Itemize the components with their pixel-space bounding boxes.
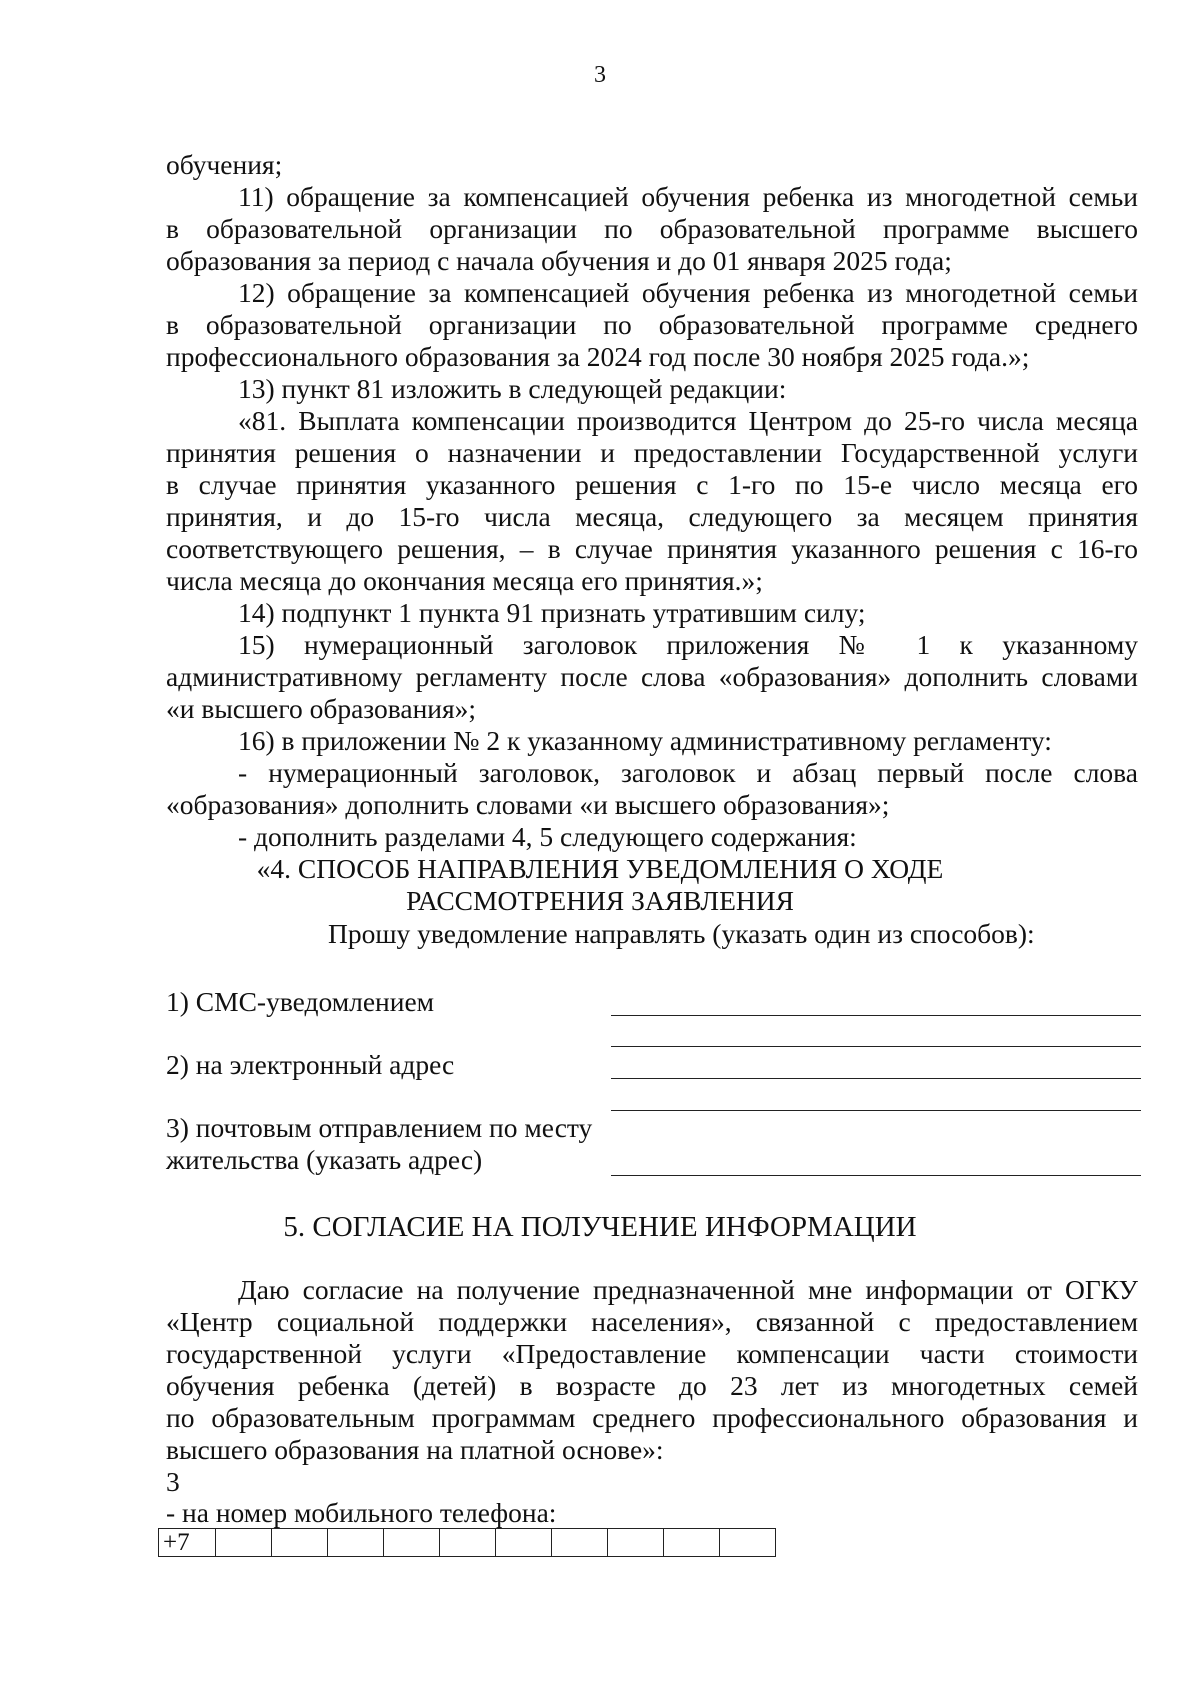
phone-digit-cell[interactable]	[496, 1529, 552, 1557]
phone-prefix-cell: +7	[159, 1529, 216, 1557]
phone-label: - на номер мобильного телефона:	[166, 1497, 557, 1528]
phone-number-grid	[158, 1528, 776, 1557]
text-line: в образовательной организации по образовательной программе высшего	[166, 213, 1138, 244]
text-line: высшего образования на платной основе»:	[166, 1434, 664, 1465]
text-line: «образования» дополнить словами «и высшего образования»;	[166, 789, 890, 820]
fill-line[interactable]	[611, 1110, 1141, 1111]
text-line: числа месяца до окончания месяца его принятия.»;	[166, 565, 763, 596]
text-line: «81. Выплата компенсации производится Центром до 25-го числа месяца	[238, 405, 1138, 436]
address-fill-line[interactable]	[611, 1175, 1141, 1176]
text-line: в случае принятия указанного решения с 1-го по 15-е число месяца его	[166, 469, 1138, 500]
text-line: образования за период с начала обучения и до 01 января 2025 года;	[166, 245, 952, 276]
phone-digit-cell[interactable]	[608, 1529, 664, 1557]
text-line: государственной услуги «Предоставление компенсации части стоимости	[166, 1338, 1138, 1369]
fill-line[interactable]	[611, 1046, 1141, 1047]
section-4-title-line-2: РАССМОТРЕНИЯ ЗАЯВЛЕНИЯ	[406, 885, 794, 916]
text-line: по образовательным программам среднего профессионального образования и	[166, 1402, 1138, 1433]
sms-fill-line[interactable]	[611, 1015, 1141, 1016]
option-post-label: 3) почтовым отправлением по месту	[166, 1112, 593, 1143]
text-line: 16) в приложении № 2 к указанному административному регламенту:	[238, 725, 1052, 756]
stray-number: 3	[166, 1466, 180, 1497]
text-line: 13) пункт 81 изложить в следующей редакции:	[238, 373, 787, 404]
phone-digit-cell[interactable]	[440, 1529, 496, 1557]
text-line: «и высшего образования»;	[166, 693, 477, 724]
phone-digit-cell[interactable]	[272, 1529, 328, 1557]
text-line: обучения ребенка (детей) в возрасте до 23 лет из многодетных семей	[166, 1370, 1138, 1401]
section-5-title: 5. СОГЛАСИЕ НА ПОЛУЧЕНИЕ ИНФОРМАЦИИ	[283, 1211, 917, 1243]
text-line: - нумерационный заголовок, заголовок и абзац первый после слова	[238, 757, 1138, 788]
phone-digit-cell[interactable]	[328, 1529, 384, 1557]
text-line: принятия решения о назначении и предоставлении Государственной услуги	[166, 437, 1138, 468]
phone-digit-cell[interactable]	[552, 1529, 608, 1557]
text-line: административному регламенту после слова «образования» дополнить словами	[166, 661, 1138, 692]
text-line: 12) обращение за компенсацией обучения ребенка из многодетной семьи	[238, 277, 1138, 308]
text-line: обучения;	[166, 149, 283, 180]
text-line: в образовательной организации по образовательной программе среднего	[166, 309, 1138, 340]
text-line: 14) подпункт 1 пункта 91 признать утратившим силу;	[238, 597, 866, 628]
phone-digit-cell[interactable]	[384, 1529, 440, 1557]
phone-digit-cell[interactable]	[720, 1529, 776, 1557]
phone-digit-cell[interactable]	[664, 1529, 720, 1557]
text-line: «Центр социальной поддержки населения», связанной с предоставлением	[166, 1306, 1138, 1337]
text-line: 15) нумерационный заголовок приложения № 1 к указанному	[238, 629, 1138, 660]
text-line: - дополнить разделами 4, 5 следующего содержания:	[238, 821, 857, 852]
option-email-label: 2) на электронный адрес	[166, 1049, 455, 1080]
section-4-subtitle: Прошу уведомление направлять (указать один из способов):	[328, 918, 1035, 949]
option-sms-label: 1) СМС-уведомлением	[166, 986, 435, 1017]
page-number: 3	[594, 62, 606, 88]
text-line: профессионального образования за 2024 год после 30 ноября 2025 года.»;	[166, 341, 1030, 372]
text-line: принятия, и до 15-го числа месяца, следующего за месяцем принятия	[166, 501, 1138, 532]
section-4-title-line-1: «4. СПОСОБ НАПРАВЛЕНИЯ УВЕДОМЛЕНИЯ О ХОДЕ	[256, 853, 944, 884]
email-fill-line[interactable]	[611, 1078, 1141, 1079]
text-line: соответствующего решения, – в случае принятия указанного решения с 16-го	[166, 533, 1138, 564]
phone-digit-cell[interactable]	[216, 1529, 272, 1557]
option-post-label-cont: жительства (указать адрес)	[166, 1144, 483, 1175]
text-line: Даю согласие на получение предназначенной мне информации от ОГКУ	[238, 1274, 1138, 1305]
text-line: 11) обращение за компенсацией обучения ребенка из многодетной семьи	[238, 181, 1138, 212]
